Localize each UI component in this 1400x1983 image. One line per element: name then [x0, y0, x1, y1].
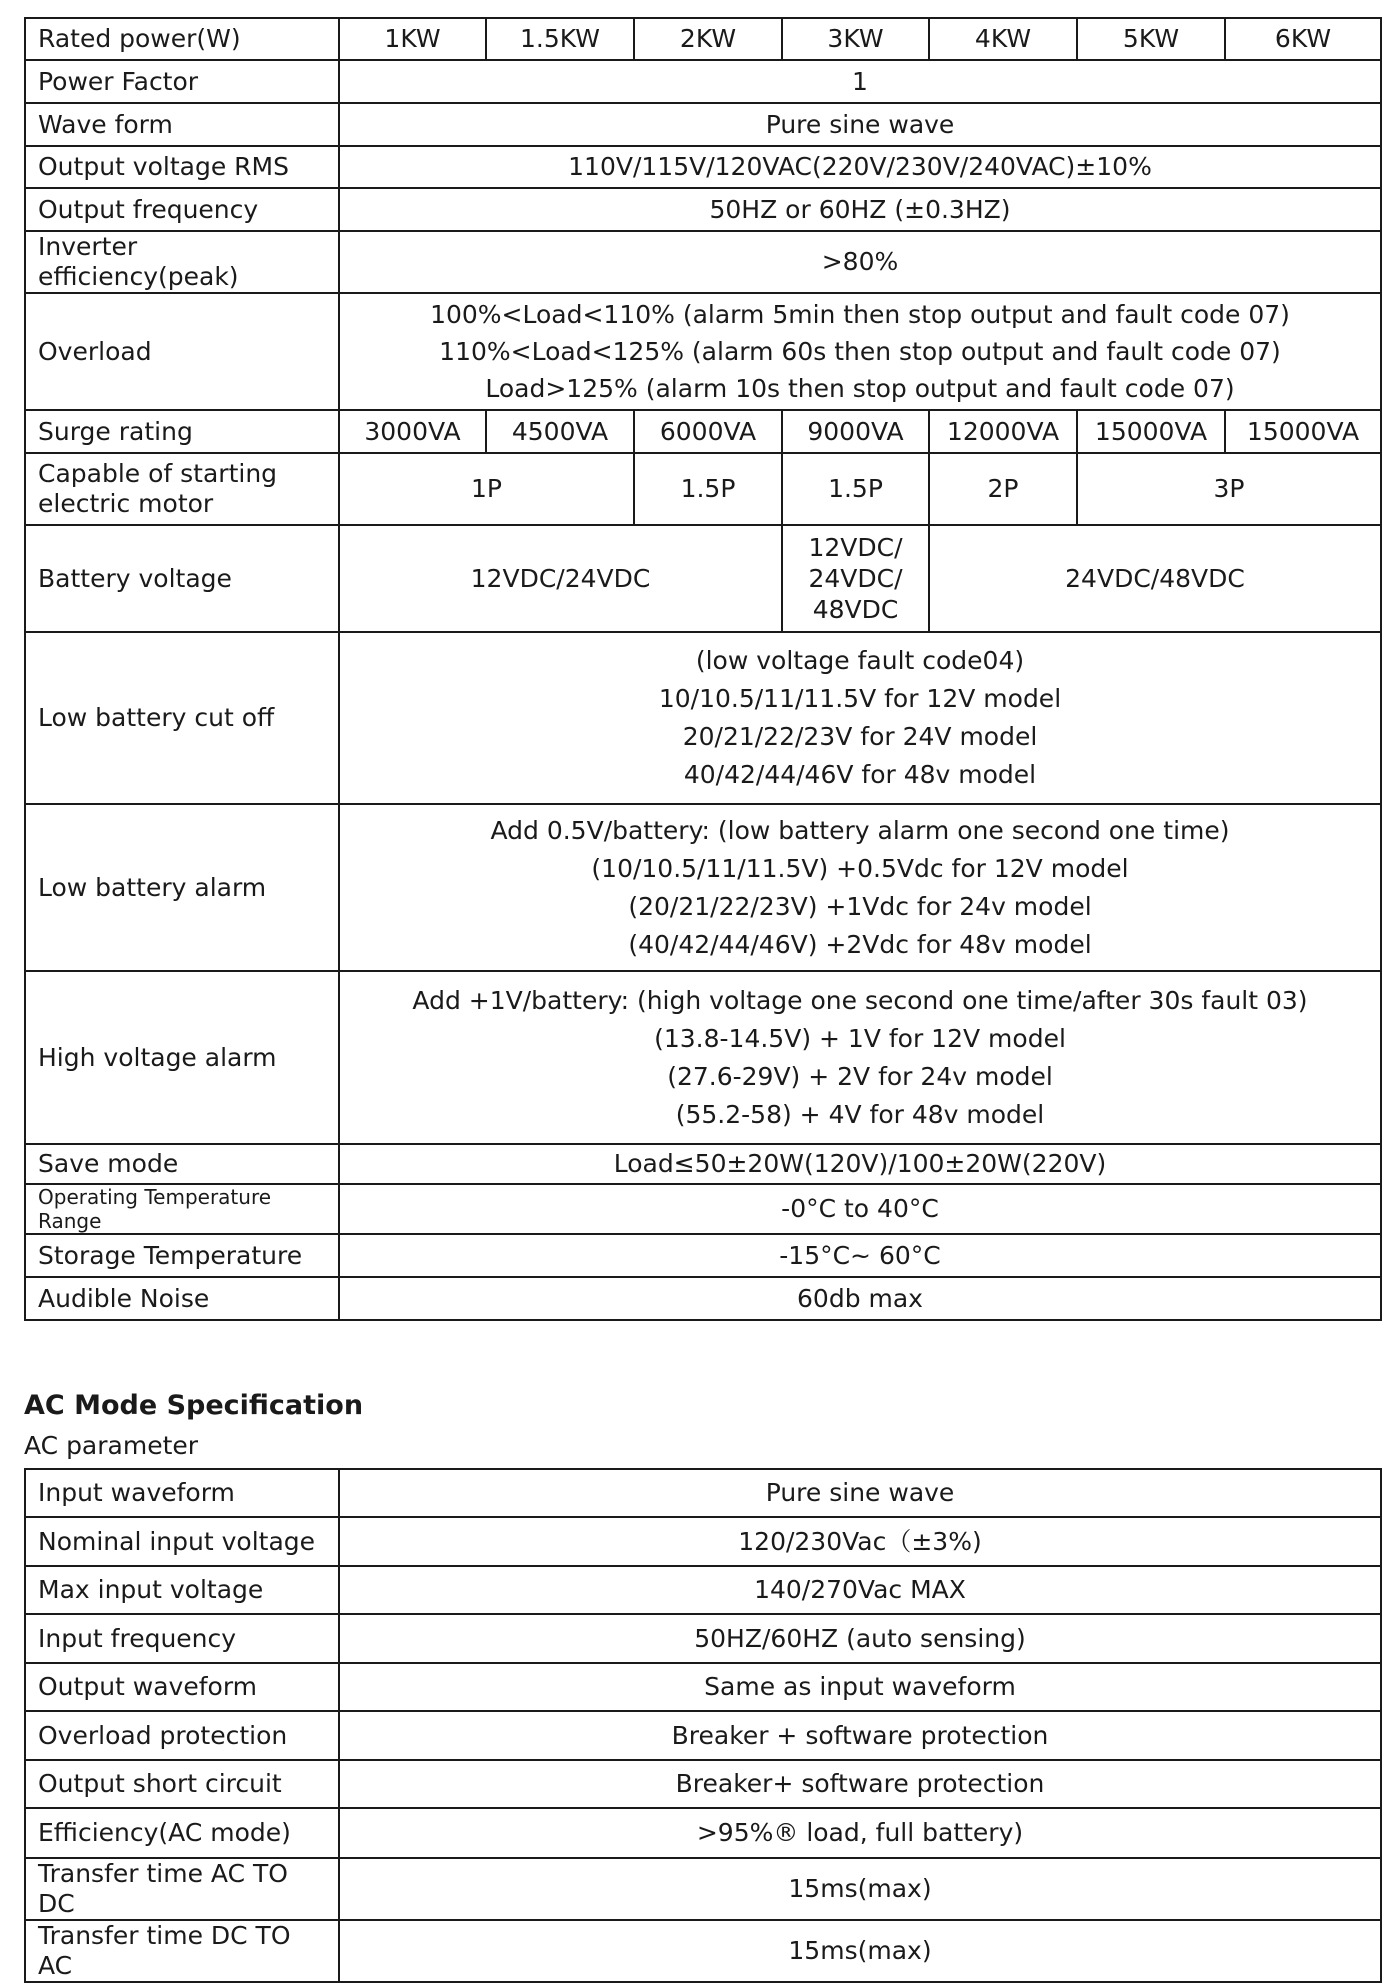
ac-row-label: Output short circuit: [25, 1760, 339, 1808]
low-alarm-line: Add 0.5V/battery: (low battery alarm one second one time): [490, 815, 1230, 845]
battery-voltage-mid-line: 48VDC: [812, 595, 899, 624]
overload-line: Load>125% (alarm 10s then stop output and fault code 07): [485, 374, 1235, 403]
motor-label-line: electric motor: [38, 489, 214, 518]
row-output-frequency: [25, 188, 1381, 231]
row-save-mode: [25, 1144, 1381, 1184]
surge-rating-label: Surge rating: [25, 410, 339, 453]
ac-row-label: Transfer time AC TO DC: [25, 1858, 339, 1920]
battery-voltage-label: Battery voltage: [25, 525, 339, 632]
ac-row-label: Output waveform: [25, 1663, 339, 1711]
motor-value: 1P: [339, 453, 634, 525]
ac-row-value: 15ms(max): [339, 1920, 1381, 1982]
ac-parameter-table: [24, 1468, 1382, 1983]
motor-value: 1.5P: [782, 453, 929, 525]
ac-row-value: 15ms(max): [339, 1858, 1381, 1920]
output-voltage-value: 110V/115V/120VAC(220V/230V/240VAC)±10%: [339, 146, 1381, 188]
row-power-factor: [25, 60, 1381, 103]
output-frequency-value: 50HZ or 60HZ (±0.3HZ): [339, 188, 1381, 231]
ac-row-label: Input waveform: [25, 1469, 339, 1517]
cutoff-line: 20/21/22/23V for 24V model: [682, 722, 1038, 751]
surge-rating-value: 12000VA: [929, 410, 1077, 453]
overload-line: 100%<Load<110% (alarm 5min then stop output and fault code 07): [430, 300, 1290, 329]
ac-row-value: 140/270Vac MAX: [339, 1566, 1381, 1614]
low-alarm-line: (40/42/44/46V) +2Vdc for 48v model: [628, 929, 1092, 959]
motor-label: [25, 453, 339, 525]
surge-rating-value: 4500VA: [486, 410, 634, 453]
rated-power-value: 6KW: [1225, 18, 1381, 60]
ac-row-value: >95%® load, full battery): [339, 1808, 1381, 1858]
ac-row-value: 50HZ/60HZ (auto sensing): [339, 1614, 1381, 1663]
wave-form-label: Wave form: [25, 103, 339, 146]
high-alarm-line: (55.2-58) + 4V for 48v model: [675, 1099, 1045, 1129]
ac-row: [25, 1858, 1381, 1920]
row-surge-rating: [25, 410, 1381, 453]
ac-row-value: Pure sine wave: [339, 1469, 1381, 1517]
low-alarm-line: (10/10.5/11/11.5V) +0.5Vdc for 12V model: [591, 853, 1129, 883]
ac-row-value: Breaker + software protection: [339, 1711, 1381, 1760]
row-output-voltage: [25, 146, 1381, 188]
output-frequency-label: Output frequency: [25, 188, 339, 231]
row-low-battery-cutoff: [25, 632, 1381, 804]
motor-value: 3P: [1077, 453, 1381, 525]
row-low-battery-alarm: [25, 804, 1381, 971]
ac-row-label: Nominal input voltage: [25, 1517, 339, 1566]
output-voltage-label: Output voltage RMS: [25, 146, 339, 188]
ac-row-label: Overload protection: [25, 1711, 339, 1760]
ac-row-label: Efficiency(AC mode): [25, 1808, 339, 1858]
ac-parameter-subheading: AC parameter: [24, 1431, 199, 1460]
ac-row: [25, 1663, 1381, 1711]
cutoff-line: 40/42/44/46V for 48v model: [683, 760, 1037, 789]
battery-voltage-right: 24VDC/48VDC: [929, 525, 1381, 632]
inverter-efficiency-value: >80%: [339, 231, 1381, 293]
row-high-voltage-alarm: [25, 971, 1381, 1144]
surge-rating-value: 15000VA: [1077, 410, 1225, 453]
row-storage-temp: [25, 1234, 1381, 1277]
motor-value: 1.5P: [634, 453, 782, 525]
row-motor: [25, 453, 1381, 525]
high-alarm-line: (13.8-14.5V) + 1V for 12V model: [654, 1023, 1066, 1053]
storage-temp-label: Storage Temperature: [25, 1234, 339, 1277]
battery-voltage-left: 12VDC/24VDC: [339, 525, 782, 632]
battery-voltage-mid-line: 12VDC/: [808, 533, 903, 562]
ac-mode-heading: AC Mode Specification: [24, 1390, 364, 1421]
overload-line: 110%<Load<125% (alarm 60s then stop output and fault code 07): [439, 337, 1281, 366]
surge-rating-value: 9000VA: [782, 410, 929, 453]
inverter-efficiency-label: Inverter efficiency(peak): [25, 231, 339, 293]
rated-power-label: Rated power(W): [25, 18, 339, 60]
overload-label: Overload: [25, 293, 339, 410]
rated-power-value: 5KW: [1077, 18, 1225, 60]
low-battery-cutoff-value: [339, 632, 1381, 804]
high-alarm-line: (27.6-29V) + 2V for 24v model: [667, 1061, 1053, 1091]
rated-power-value: 1.5KW: [486, 18, 634, 60]
motor-label-line: Capable of starting: [38, 459, 278, 488]
rated-power-value: 2KW: [634, 18, 782, 60]
power-factor-label: Power Factor: [25, 60, 339, 103]
low-battery-alarm-label: Low battery alarm: [25, 804, 339, 971]
row-audible-noise: [25, 1277, 1381, 1320]
save-mode-label: Save mode: [25, 1144, 339, 1184]
wave-form-value: Pure sine wave: [339, 103, 1381, 146]
overload-value: [339, 293, 1381, 410]
inverter-spec-table: [24, 17, 1382, 1321]
ac-row-value: 120/230Vac（±3%): [339, 1517, 1381, 1566]
operating-temp-label: Operating Temperature Range: [25, 1184, 339, 1234]
low-battery-cutoff-label: Low battery cut off: [25, 632, 339, 804]
ac-row-value: Same as input waveform: [339, 1663, 1381, 1711]
row-operating-temp: [25, 1184, 1381, 1234]
ac-row: [25, 1760, 1381, 1808]
battery-voltage-mid: [782, 525, 929, 632]
battery-voltage-mid-line: 24VDC/: [808, 564, 903, 593]
row-rated-power: [25, 18, 1381, 60]
ac-row-value: Breaker+ software protection: [339, 1760, 1381, 1808]
high-alarm-line: Add +1V/battery: (high voltage one second one time/after 30s fault 03): [412, 985, 1308, 1015]
ac-row: [25, 1920, 1381, 1982]
row-wave-form: [25, 103, 1381, 146]
row-overload: [25, 293, 1381, 410]
low-alarm-line: (20/21/22/23V) +1Vdc for 24v model: [628, 891, 1092, 921]
surge-rating-value: 6000VA: [634, 410, 782, 453]
ac-row: [25, 1517, 1381, 1566]
cutoff-line: 10/10.5/11/11.5V for 12V model: [658, 684, 1062, 713]
ac-row: [25, 1808, 1381, 1858]
audible-noise-value: 60db max: [339, 1277, 1381, 1320]
storage-temp-value: -15°C~ 60°C: [339, 1234, 1381, 1277]
low-battery-alarm-value: [339, 804, 1381, 971]
ac-row: [25, 1711, 1381, 1760]
ac-row: [25, 1566, 1381, 1614]
surge-rating-value: 3000VA: [339, 410, 486, 453]
ac-row: [25, 1614, 1381, 1663]
audible-noise-label: Audible Noise: [25, 1277, 339, 1320]
power-factor-value: 1: [339, 60, 1381, 103]
motor-value: 2P: [929, 453, 1077, 525]
ac-row: [25, 1469, 1381, 1517]
high-voltage-alarm-value: [339, 971, 1381, 1144]
ac-row-label: Transfer time DC TO AC: [25, 1920, 339, 1982]
save-mode-value: Load≤50±20W(120V)/100±20W(220V): [339, 1144, 1381, 1184]
cutoff-line: (low voltage fault code04): [695, 646, 1025, 675]
high-voltage-alarm-label: High voltage alarm: [25, 971, 339, 1144]
surge-rating-value: 15000VA: [1225, 410, 1381, 453]
ac-row-label: Max input voltage: [25, 1566, 339, 1614]
operating-temp-value: -0°C to 40°C: [339, 1184, 1381, 1234]
rated-power-value: 1KW: [339, 18, 486, 60]
ac-row-label: Input frequency: [25, 1614, 339, 1663]
row-inverter-efficiency: [25, 231, 1381, 293]
rated-power-value: 4KW: [929, 18, 1077, 60]
row-battery-voltage: [25, 525, 1381, 632]
rated-power-value: 3KW: [782, 18, 929, 60]
